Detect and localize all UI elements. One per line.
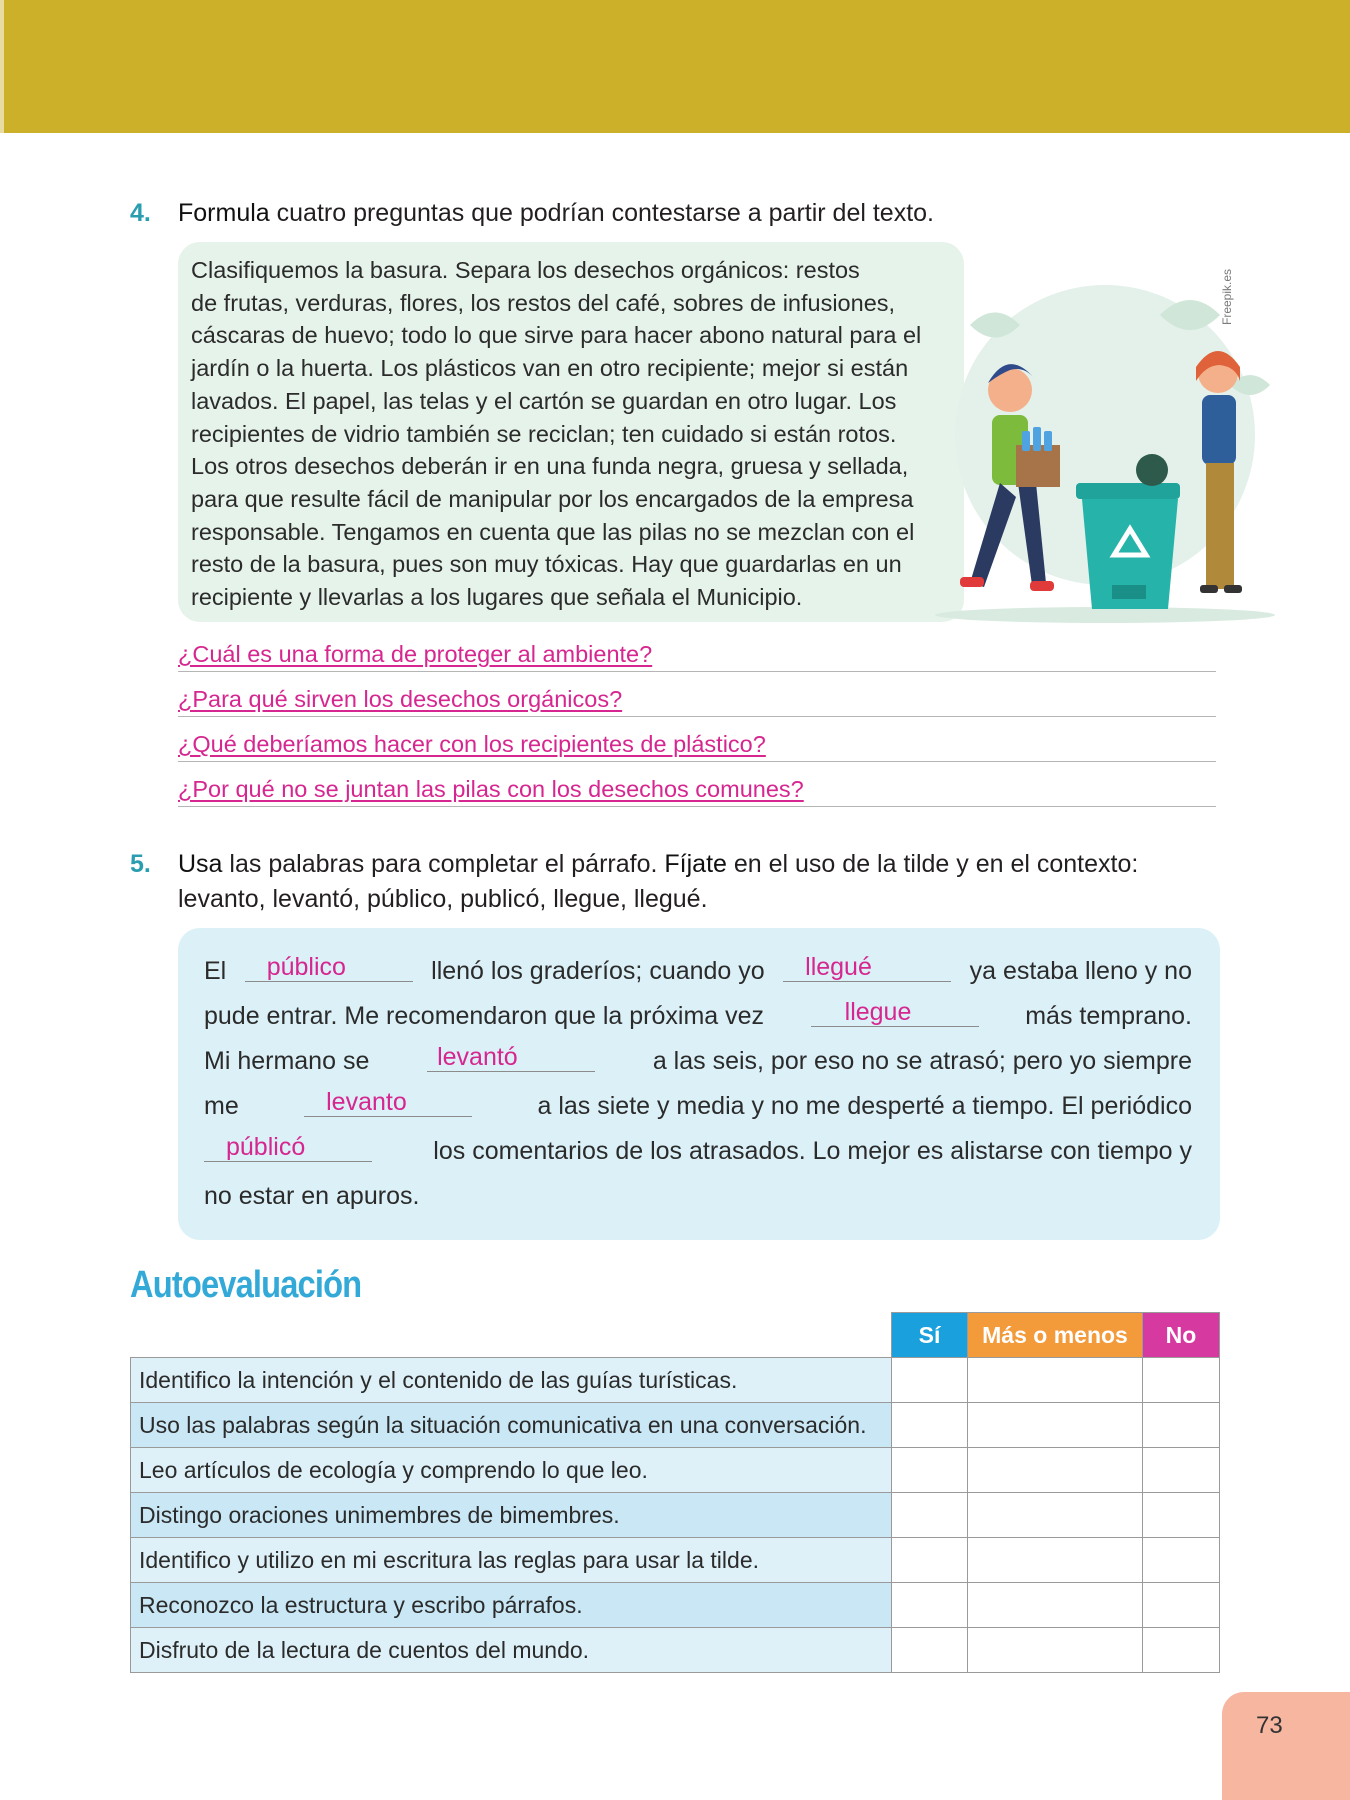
paragraph-text: El bbox=[204, 957, 227, 985]
answer-line[interactable] bbox=[178, 637, 1216, 672]
self-evaluation-title: Autoevaluación bbox=[130, 1264, 362, 1306]
paragraph-text: Mi hermano se bbox=[204, 1047, 370, 1075]
paragraph-text: a las seis, por eso no se atrasó; pero yo siempre bbox=[652, 1047, 1192, 1075]
blank-field[interactable]: llegue bbox=[811, 997, 979, 1027]
reading-line: lavados. El papel, las telas y el cartón se guardan en otro lugar. Los bbox=[191, 387, 897, 414]
exercise-5-instruction bbox=[178, 847, 1220, 881]
paragraph-line-4 bbox=[204, 1089, 1192, 1123]
table-row bbox=[131, 1493, 1220, 1538]
answer-text: ¿Cuál es una forma de proteger al ambiente? bbox=[178, 641, 653, 667]
paragraph-text: pude entrar. Me recomendaron que la próxima vez bbox=[204, 1002, 765, 1030]
answer-text: ¿Por qué no se juntan las pilas con los desechos comunes? bbox=[178, 776, 804, 802]
check-cell-more-or-less[interactable] bbox=[968, 1358, 1143, 1403]
blank-field[interactable]: públicó bbox=[204, 1132, 372, 1162]
check-cell-no[interactable] bbox=[1143, 1583, 1220, 1628]
answer-text: ¿Para qué sirven los desechos orgánicos? bbox=[178, 686, 623, 712]
self-evaluation-table bbox=[130, 1312, 1220, 1673]
reading-line: recipientes de vidrio también se reciclan; ten cuidado si están rotos. bbox=[191, 420, 897, 447]
table-row bbox=[131, 1583, 1220, 1628]
paragraph-text: los comentarios de los atrasados. Lo mejor es alistarse con tiempo y bbox=[433, 1137, 1192, 1165]
blank-field[interactable]: levantó bbox=[427, 1042, 595, 1072]
blank-field[interactable]: llegué bbox=[783, 952, 951, 982]
criterion-text: Uso las palabras según la situación comunicativa en una conversación. bbox=[131, 1403, 892, 1448]
table-row bbox=[131, 1448, 1220, 1493]
check-cell-no[interactable] bbox=[1143, 1628, 1220, 1673]
reading-line: para que resulte fácil de manipular por los encargados de la empresa bbox=[191, 485, 914, 512]
reading-line: Clasifiquemos la basura. Separa los desechos orgánicos: restos bbox=[191, 257, 860, 283]
answer-line[interactable] bbox=[178, 727, 1216, 762]
paragraph-text: llenó los graderíos; cuando yo bbox=[431, 957, 765, 985]
table-header-row bbox=[131, 1313, 1220, 1358]
paragraph-text: más temprano. bbox=[1025, 1002, 1192, 1030]
page-number: 73 bbox=[1256, 1712, 1283, 1739]
exercise-4-number: 4. bbox=[130, 199, 151, 227]
check-cell-more-or-less[interactable] bbox=[968, 1538, 1143, 1583]
exercise-5-text-2: en el uso de la tilde y en el contexto: bbox=[733, 850, 1139, 878]
reading-line: cáscaras de huevo; todo lo que sirve para hacer abono natural para el bbox=[191, 322, 922, 349]
table-row bbox=[131, 1358, 1220, 1403]
check-cell-no[interactable] bbox=[1143, 1403, 1220, 1448]
table-row bbox=[131, 1403, 1220, 1448]
check-cell-more-or-less[interactable] bbox=[968, 1493, 1143, 1538]
paragraph-text: me bbox=[204, 1092, 239, 1120]
exercise-5-verb-check: Fíjate bbox=[664, 850, 727, 878]
criterion-text: Identifico y utilizo en mi escritura las reglas para usar la tilde. bbox=[131, 1538, 892, 1583]
exercise-5-number: 5. bbox=[130, 850, 151, 878]
paragraph-line-5 bbox=[204, 1134, 1192, 1168]
paragraph-text: a las siete y media y no me desperté a tiempo. El periódico bbox=[537, 1092, 1192, 1120]
header-no: No bbox=[1143, 1313, 1220, 1358]
blank-field[interactable]: público bbox=[245, 952, 413, 982]
header-more-or-less: Más o menos bbox=[968, 1313, 1143, 1358]
check-cell-yes[interactable] bbox=[892, 1493, 968, 1538]
paragraph-text: ya estaba lleno y no bbox=[969, 957, 1192, 985]
header-yes: Sí bbox=[892, 1313, 968, 1358]
exercise-4-instruction bbox=[178, 196, 934, 230]
check-cell-yes[interactable] bbox=[892, 1358, 968, 1403]
exercise-5-text-1: las palabras para completar el párrafo. bbox=[229, 850, 658, 878]
reading-text bbox=[191, 254, 948, 614]
check-cell-yes[interactable] bbox=[892, 1448, 968, 1493]
check-cell-yes[interactable] bbox=[892, 1538, 968, 1583]
check-cell-yes[interactable] bbox=[892, 1628, 968, 1673]
answer-line[interactable] bbox=[178, 772, 1216, 807]
criterion-text: Disfruto de la lectura de cuentos del mundo. bbox=[131, 1628, 892, 1673]
table-row bbox=[131, 1628, 1220, 1673]
blank-field[interactable]: levanto bbox=[304, 1087, 472, 1117]
exercise-4-verb: Formula bbox=[178, 199, 270, 227]
exercise-4-text: cuatro preguntas que podrían contestarse a partir del texto. bbox=[276, 199, 934, 227]
check-cell-more-or-less[interactable] bbox=[968, 1403, 1143, 1448]
check-cell-no[interactable] bbox=[1143, 1493, 1220, 1538]
answer-line[interactable] bbox=[178, 682, 1216, 717]
paragraph-line-6 bbox=[204, 1179, 1192, 1213]
paragraph-line-2 bbox=[204, 999, 1192, 1033]
reading-line: de frutas, verduras, flores, los restos del café, sobres de infusiones, bbox=[191, 289, 896, 316]
reading-line: jardín o la huerta. Los plásticos van en otro recipiente; mejor si están bbox=[191, 355, 909, 382]
header-band bbox=[0, 0, 1350, 133]
reading-line: recipiente y llevarlas a los lugares que señala el Municipio. bbox=[191, 584, 803, 611]
check-cell-no[interactable] bbox=[1143, 1538, 1220, 1583]
check-cell-no[interactable] bbox=[1143, 1358, 1220, 1403]
check-cell-more-or-less[interactable] bbox=[968, 1448, 1143, 1493]
exercise-5-verb-use: Usa bbox=[178, 850, 223, 878]
criterion-text: Distingo oraciones unimembres de bimembres. bbox=[131, 1493, 892, 1538]
reading-line: responsable. Tengamos en cuenta que las pilas no se mezclan con el bbox=[191, 518, 915, 545]
page-number-tab bbox=[1222, 1692, 1350, 1800]
exercise-5-word-list: levanto, levantó, público, publicó, llegue, llegué. bbox=[178, 885, 708, 913]
reading-line: resto de la basura, pues son muy tóxicas. Hay que guardarlas en un bbox=[191, 551, 902, 578]
check-cell-more-or-less[interactable] bbox=[968, 1628, 1143, 1673]
paragraph-text: no estar en apuros. bbox=[204, 1182, 420, 1210]
check-cell-no[interactable] bbox=[1143, 1448, 1220, 1493]
check-cell-yes[interactable] bbox=[892, 1583, 968, 1628]
reading-line: Los otros desechos deberán ir en una funda negra, gruesa y sellada, bbox=[191, 453, 909, 480]
paragraph-line-1 bbox=[204, 954, 1192, 988]
criterion-text: Leo artículos de ecología y comprendo lo que leo. bbox=[131, 1448, 892, 1493]
answer-text: ¿Qué deberíamos hacer con los recipientes de plástico? bbox=[178, 731, 766, 757]
criterion-text: Reconozco la estructura y escribo párrafos. bbox=[131, 1583, 892, 1628]
empty-header-cell bbox=[131, 1313, 892, 1358]
table-row bbox=[131, 1538, 1220, 1583]
criterion-text: Identifico la intención y el contenido de las guías turísticas. bbox=[131, 1358, 892, 1403]
paragraph-line-3 bbox=[204, 1044, 1192, 1078]
image-credit: Freepik.es bbox=[1220, 268, 1234, 325]
check-cell-yes[interactable] bbox=[892, 1403, 968, 1448]
check-cell-more-or-less[interactable] bbox=[968, 1583, 1143, 1628]
